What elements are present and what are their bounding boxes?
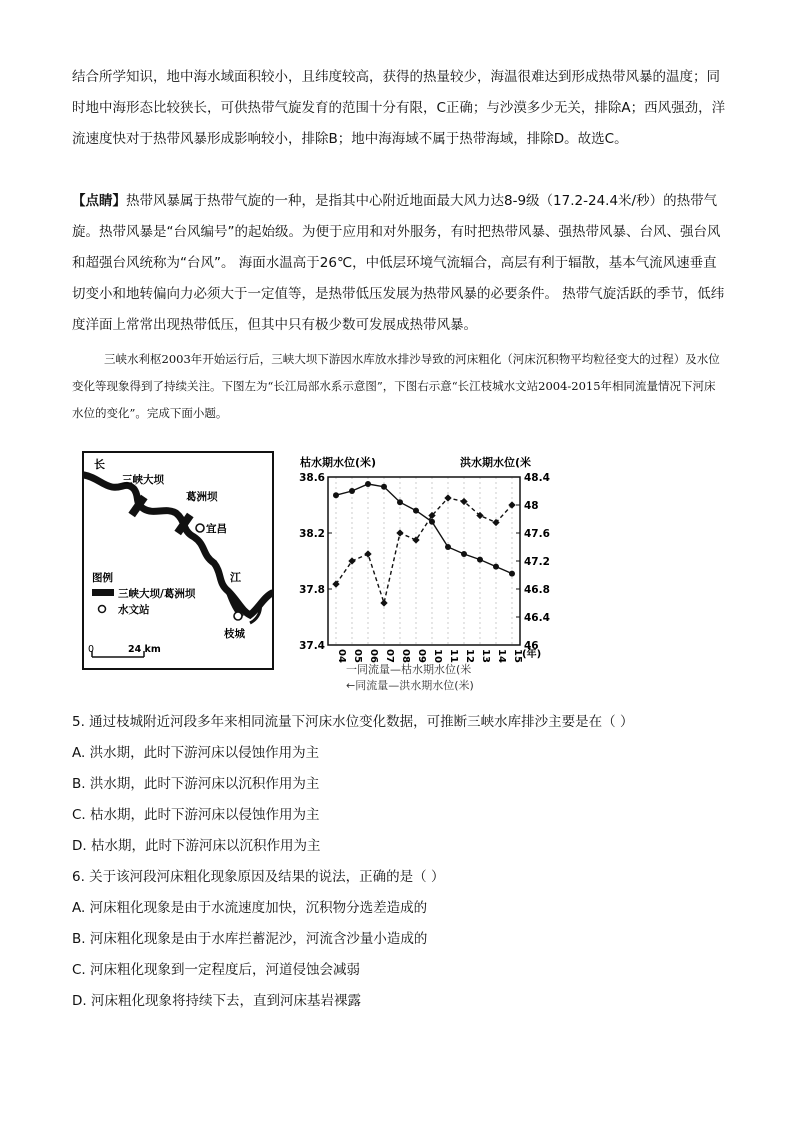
water-level-chart xyxy=(298,451,558,699)
legend-dam-label: 三峡大坝/葛洲坝 xyxy=(118,588,196,600)
x-tick-label: 06 xyxy=(368,649,379,663)
label-sanxia: 三峡大坝 xyxy=(122,474,164,486)
right-tick-label: 46.4 xyxy=(524,612,550,624)
left-tick-label: 38.2 xyxy=(299,528,325,540)
tip-paragraph xyxy=(72,186,726,341)
x-tick-label: 07 xyxy=(384,649,395,663)
chart-left-title: 枯水期水位(米) xyxy=(300,456,377,469)
left-tick-label: 37.4 xyxy=(299,640,325,652)
question-6-option-c: C. 河床粗化现象到一定程度后，河道侵蚀会减弱 xyxy=(72,962,361,978)
left-tick-label: 37.8 xyxy=(299,584,325,596)
x-tick-label: 14 xyxy=(496,649,507,663)
dry-season-point xyxy=(381,484,387,490)
label-yichang: 宜昌 xyxy=(206,523,227,535)
question-6-option-d: D. 河床粗化现象将持续下去，直到河床基岩裸露 xyxy=(72,993,361,1009)
right-tick-label: 46 xyxy=(524,640,539,652)
dry-season-line xyxy=(336,484,512,574)
x-unit-label: (年) xyxy=(522,649,542,660)
label-jiang: 江 xyxy=(230,571,241,584)
dry-season-point xyxy=(509,571,515,577)
dry-season-point xyxy=(461,551,467,557)
chart-right-title: 洪水期水位(米 xyxy=(460,456,532,469)
flood-season-point xyxy=(396,529,403,536)
chart-legend-flood: ←同流量—洪水期水位(米) xyxy=(346,679,474,692)
x-tick-label: 10 xyxy=(432,649,443,663)
dry-season-point xyxy=(349,488,355,494)
flood-season-point xyxy=(492,519,499,526)
dry-season-point xyxy=(413,508,419,514)
dry-season-point xyxy=(445,544,451,550)
question-5-option-d: D. 枯水期，此时下游河床以沉积作用为主 xyxy=(72,838,321,854)
yichang-station-icon xyxy=(196,524,204,532)
dry-season-point xyxy=(477,557,483,563)
flood-season-point xyxy=(412,536,419,543)
dry-season-point xyxy=(333,492,339,498)
chart-legend-dry: 一同流量—枯水期水位(米 xyxy=(346,663,472,676)
zhicheng-station-icon xyxy=(234,612,242,620)
x-tick-label: 04 xyxy=(336,649,347,663)
flood-season-line xyxy=(336,498,512,603)
question-6-option-a: A. 河床粗化现象是由于水流速度加快，沉积物分选差造成的 xyxy=(72,900,428,916)
legend-station-icon xyxy=(99,606,106,613)
label-zhicheng: 枝城 xyxy=(224,628,245,640)
label-gezhou: 葛洲坝 xyxy=(186,491,218,503)
scale-km: 24 km xyxy=(128,644,161,655)
right-tick-label: 48.4 xyxy=(524,472,550,484)
right-tick-label: 48 xyxy=(524,500,539,512)
right-tick-label: 47.2 xyxy=(524,556,550,568)
x-tick-label: 09 xyxy=(416,649,427,663)
answer-explanation: 结合所学知识，地中海水域面积较小，且纬度较高，获得的热量较少，海温很难达到形成热带风暴的温度；同时地中海形态比较狭长，可供热带气旋发育的范围十分有限，C正确；与沙漠多少无关，排除A；西风强劲，洋流速度快对于热带风暴形成影响较小，排除B；地中海海域不属于热带海域，排除D。故选C。 xyxy=(72,69,726,147)
question-5-option-a: A. 洪水期，此时下游河床以侵蚀作用为主 xyxy=(72,745,320,761)
legend-dam-symbol xyxy=(92,589,114,596)
chart-frame xyxy=(328,477,520,645)
label-chang: 长 xyxy=(94,458,105,471)
question-6: 6. 关于该河段河床粗化现象原因及结果的说法，正确的是（ ） xyxy=(72,869,445,885)
right-tick-label: 46.8 xyxy=(524,584,550,596)
flood-season-point xyxy=(364,550,371,557)
question-6-option-b: B. 河床粗化现象是由于水库拦蓄泥沙，河流含沙量小造成的 xyxy=(72,931,428,947)
question-5-option-c: C. 枯水期，此时下游河床以侵蚀作用为主 xyxy=(72,807,320,823)
legend-title: 图例 xyxy=(92,572,113,584)
scale-zero: 0 xyxy=(88,644,95,655)
tip-label: 【点睛】 xyxy=(72,193,126,209)
tip-text: 热带风暴属于热带气旋的一种，是指其中心附近地面最大风力达8-9级（17.2-24.4米/秒）的热带气旋。热带风暴是“台风编号”的起始级。为便于应用和对外服务，有时把热带风暴、强热带风暴、台风、强台风和超强台风统称为“台风”。 海面水温高于26℃，中低层环境气流辐合，高层有利于辐散，基本气流风速垂直切变小和地转偏向力必须大于一定值等，是热带低压发展为热带风暴的必要条件。 热带气旋活跃的季节，低纬度洋面上常常出现热带低压，但其中只有极少数可发展成热带风暴。 xyxy=(72,193,725,333)
x-tick-label: 05 xyxy=(352,649,363,663)
x-tick-label: 13 xyxy=(480,649,491,663)
legend-station-label: 水文站 xyxy=(118,604,150,616)
flood-season-point xyxy=(444,494,451,501)
x-tick-label: 15 xyxy=(512,649,523,663)
x-tick-label: 12 xyxy=(464,649,475,663)
dry-season-point xyxy=(365,481,371,487)
left-tick-label: 38.6 xyxy=(299,472,325,484)
question-5-option-b: B. 洪水期，此时下游河床以沉积作用为主 xyxy=(72,776,320,792)
dry-season-point xyxy=(397,499,403,505)
dry-season-point xyxy=(493,564,499,570)
x-tick-label: 08 xyxy=(400,649,411,663)
right-tick-label: 47.6 xyxy=(524,528,550,540)
x-tick-label: 11 xyxy=(448,649,459,663)
question-5: 5. 通过枝城附近河段多年来相同流量下河床水位变化数据，可推断三峡水库排沙主要是在（ ） xyxy=(72,714,634,730)
flood-season-point xyxy=(380,599,387,606)
flood-season-point xyxy=(508,501,515,508)
yangtze-map xyxy=(82,451,274,670)
material-intro: 三峡水利枢2003年开始运行后，三峡大坝下游因水库放水排沙导致的河床粗化（河床沉积物平均粒径变大的过程）及水位变化等现象得到了持续关注。下图左为“长江局部水系示意图”，下图右示意“长江枝城水文站2004-2015年相同流量情况下河床水位的变化”。完成下面小题。 xyxy=(72,352,720,420)
